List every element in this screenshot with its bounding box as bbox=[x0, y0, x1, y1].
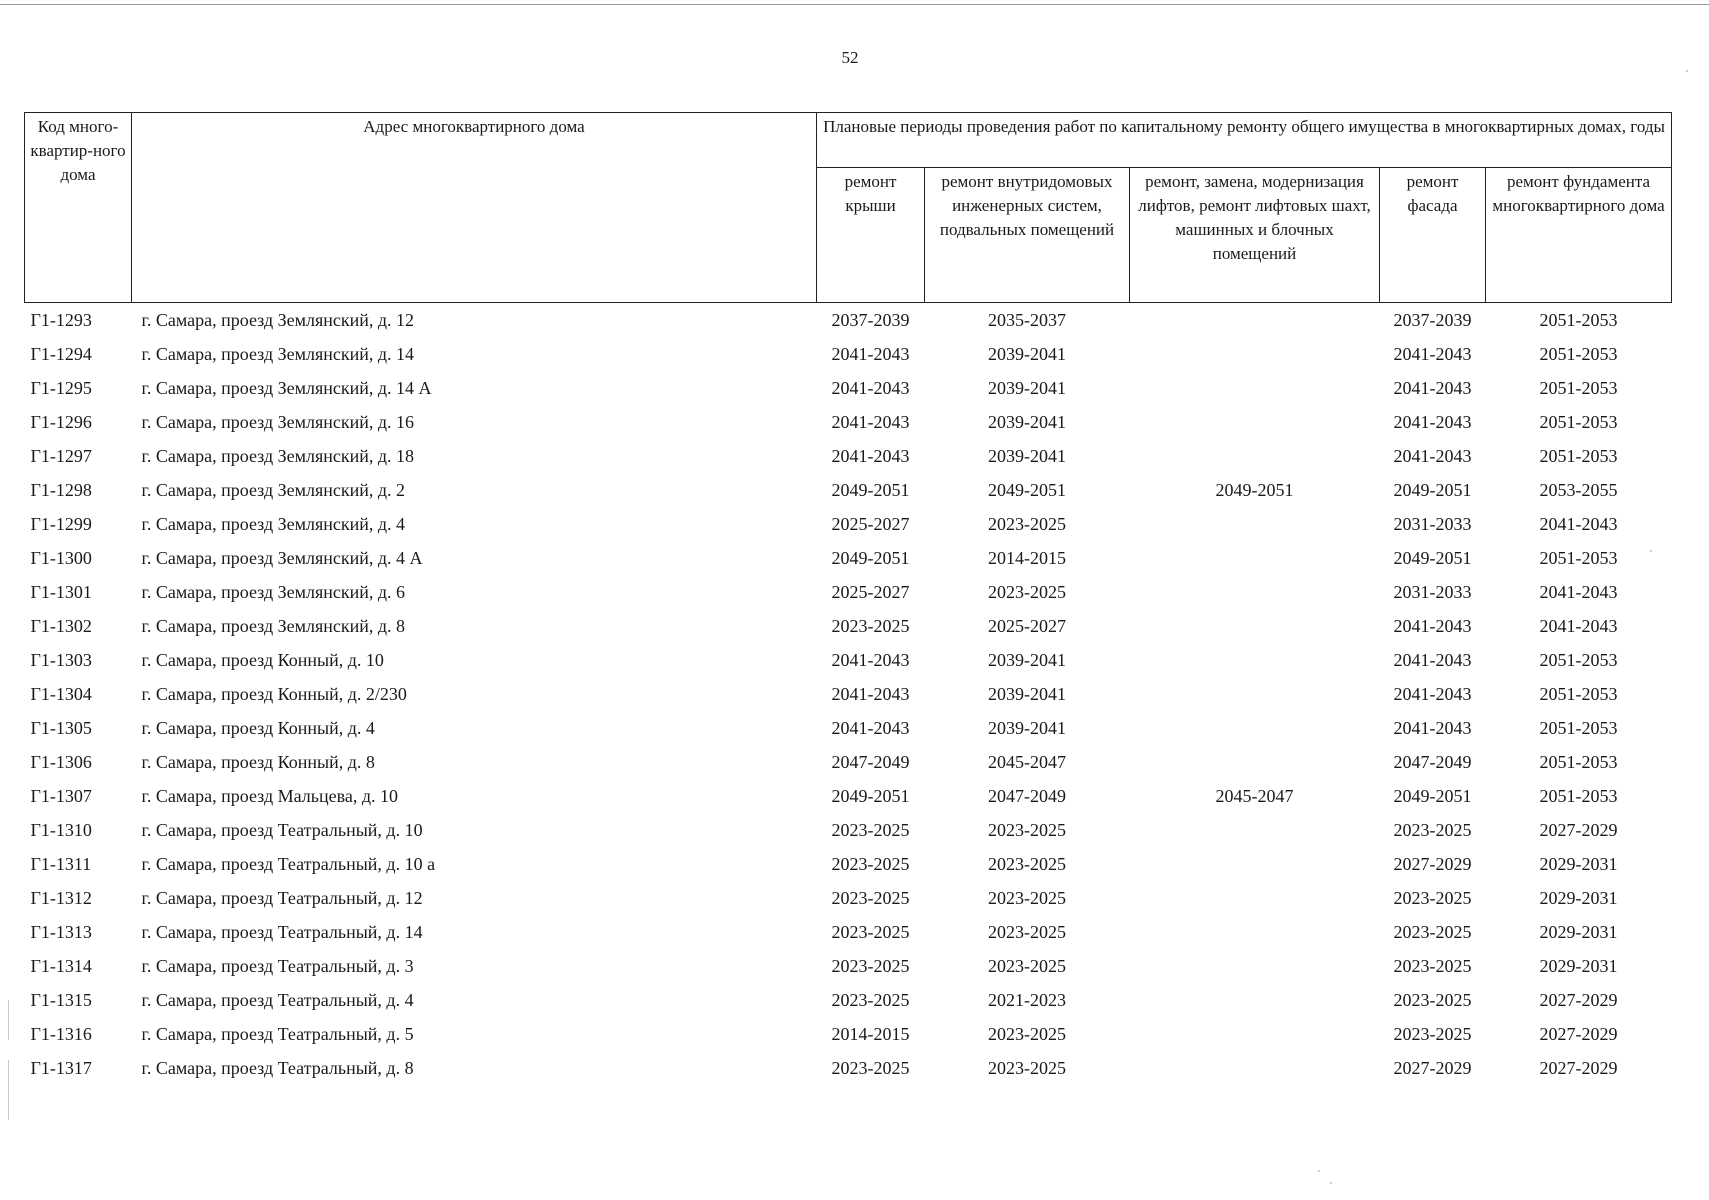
cell-engineering: 2023-2025 bbox=[988, 955, 1066, 976]
cell-facade: 2023-2025 bbox=[1393, 819, 1472, 840]
cell-engineering: 2023-2025 bbox=[988, 887, 1066, 908]
table-row bbox=[25, 779, 1672, 813]
cell-address: г. Самара, проезд Землянский, д. 6 bbox=[141, 581, 406, 602]
scan-top-edge bbox=[0, 4, 1709, 5]
cell-engineering: 2023-2025 bbox=[988, 853, 1066, 874]
cell-lifts bbox=[1130, 303, 1380, 338]
cell-facade: 2027-2029 bbox=[1393, 1057, 1472, 1078]
table-row bbox=[25, 915, 1672, 949]
cell-roof: 2041-2043 bbox=[831, 343, 910, 364]
cell-code: Г1-1299 bbox=[30, 513, 92, 534]
scan-speck bbox=[1686, 70, 1688, 72]
scan-speck bbox=[1330, 1182, 1332, 1184]
cell-address: г. Самара, проезд Конный, д. 2/230 bbox=[141, 683, 407, 704]
scan-margin-mark bbox=[8, 1000, 9, 1040]
table-row bbox=[25, 1051, 1672, 1085]
cell-facade: 2041-2043 bbox=[1393, 411, 1472, 432]
cell-address: г. Самара, проезд Театральный, д. 3 bbox=[141, 955, 414, 976]
cell-engineering: 2039-2041 bbox=[988, 683, 1066, 704]
cell-foundation: 2051-2053 bbox=[1539, 785, 1618, 806]
cell-address: г. Самара, проезд Театральный, д. 5 bbox=[141, 1023, 414, 1044]
cell-address: г. Самара, проезд Землянский, д. 2 bbox=[141, 479, 406, 500]
table-row bbox=[25, 643, 1672, 677]
cell-foundation: 2029-2031 bbox=[1539, 921, 1618, 942]
scan-speck bbox=[1318, 1170, 1320, 1172]
cell-foundation: 2051-2053 bbox=[1539, 683, 1618, 704]
cell-facade: 2023-2025 bbox=[1393, 1023, 1472, 1044]
cell-lifts bbox=[1130, 575, 1380, 609]
cell-roof: 2049-2051 bbox=[831, 785, 910, 806]
table-body bbox=[25, 303, 1672, 1086]
table-row bbox=[25, 473, 1672, 507]
table-row bbox=[25, 847, 1672, 881]
cell-address: г. Самара, проезд Театральный, д. 4 bbox=[141, 989, 414, 1010]
cell-roof: 2047-2049 bbox=[831, 751, 910, 772]
cell-address: г. Самара, проезд Землянский, д. 4 А bbox=[141, 547, 423, 568]
cell-code: Г1-1296 bbox=[30, 411, 92, 432]
cell-foundation: 2029-2031 bbox=[1539, 853, 1618, 874]
cell-engineering: 2023-2025 bbox=[988, 1057, 1066, 1078]
table-row bbox=[25, 575, 1672, 609]
capital-repair-table bbox=[24, 112, 1672, 1085]
cell-code: Г1-1304 bbox=[30, 683, 92, 704]
table-row bbox=[25, 609, 1672, 643]
cell-foundation: 2027-2029 bbox=[1539, 1023, 1618, 1044]
cell-lifts bbox=[1130, 337, 1380, 371]
table-row bbox=[25, 881, 1672, 915]
table-row bbox=[25, 337, 1672, 371]
cell-roof: 2041-2043 bbox=[831, 377, 910, 398]
table-row bbox=[25, 1017, 1672, 1051]
cell-lifts bbox=[1130, 405, 1380, 439]
cell-foundation: 2051-2053 bbox=[1539, 717, 1618, 738]
cell-facade: 2041-2043 bbox=[1393, 717, 1472, 738]
cell-code: Г1-1311 bbox=[30, 853, 92, 874]
cell-facade: 2037-2039 bbox=[1393, 309, 1472, 330]
cell-foundation: 2027-2029 bbox=[1539, 819, 1618, 840]
cell-address: г. Самара, проезд Театральный, д. 10 а bbox=[141, 853, 436, 874]
cell-code: Г1-1312 bbox=[30, 887, 92, 908]
cell-foundation: 2051-2053 bbox=[1539, 343, 1618, 364]
cell-code: Г1-1317 bbox=[30, 1057, 92, 1078]
cell-facade: 2023-2025 bbox=[1393, 887, 1472, 908]
table-row bbox=[25, 711, 1672, 745]
cell-engineering: 2014-2015 bbox=[988, 547, 1066, 568]
cell-foundation: 2027-2029 bbox=[1539, 1057, 1618, 1078]
cell-lifts bbox=[1130, 1017, 1380, 1051]
cell-foundation: 2053-2055 bbox=[1539, 479, 1618, 500]
cell-foundation: 2029-2031 bbox=[1539, 955, 1618, 976]
cell-facade: 2023-2025 bbox=[1393, 989, 1472, 1010]
cell-engineering: 2047-2049 bbox=[988, 785, 1066, 806]
cell-roof: 2023-2025 bbox=[831, 853, 910, 874]
cell-engineering: 2023-2025 bbox=[988, 581, 1066, 602]
table-row bbox=[25, 983, 1672, 1017]
cell-facade: 2049-2051 bbox=[1393, 785, 1472, 806]
cell-roof: 2041-2043 bbox=[831, 717, 910, 738]
cell-code: Г1-1303 bbox=[30, 649, 92, 670]
cell-lifts bbox=[1130, 439, 1380, 473]
cell-roof: 2023-2025 bbox=[831, 887, 910, 908]
cell-foundation: 2029-2031 bbox=[1539, 887, 1618, 908]
table-row bbox=[25, 405, 1672, 439]
cell-lifts bbox=[1130, 643, 1380, 677]
cell-engineering: 2039-2041 bbox=[988, 649, 1066, 670]
header-lifts: ремонт, замена, модернизация лифтов, ремонт лифтовых шахт, машинных и блочных помещений bbox=[1130, 168, 1380, 303]
header-periods: Плановые периоды проведения работ по капитальному ремонту общего имущества в многоквартирных домах, годы bbox=[817, 113, 1672, 168]
cell-engineering: 2023-2025 bbox=[988, 513, 1066, 534]
cell-lifts bbox=[1130, 609, 1380, 643]
cell-lifts bbox=[1130, 677, 1380, 711]
cell-code: Г1-1294 bbox=[30, 343, 92, 364]
cell-foundation: 2041-2043 bbox=[1539, 615, 1618, 636]
header-facade: ремонт фасада bbox=[1380, 168, 1486, 303]
cell-code: Г1-1300 bbox=[30, 547, 92, 568]
cell-address: г. Самара, проезд Землянский, д. 16 bbox=[141, 411, 415, 432]
cell-engineering: 2039-2041 bbox=[988, 445, 1066, 466]
cell-code: Г1-1315 bbox=[30, 989, 92, 1010]
cell-facade: 2023-2025 bbox=[1393, 955, 1472, 976]
cell-lifts bbox=[1130, 711, 1380, 745]
cell-lifts bbox=[1130, 881, 1380, 915]
cell-roof: 2023-2025 bbox=[831, 989, 910, 1010]
cell-code: Г1-1295 bbox=[30, 377, 92, 398]
table-row bbox=[25, 371, 1672, 405]
cell-roof: 2025-2027 bbox=[831, 513, 910, 534]
cell-engineering: 2023-2025 bbox=[988, 1023, 1066, 1044]
cell-engineering: 2021-2023 bbox=[988, 989, 1066, 1010]
cell-facade: 2049-2051 bbox=[1393, 479, 1472, 500]
cell-address: г. Самара, проезд Мальцева, д. 10 bbox=[141, 785, 398, 806]
cell-foundation: 2051-2053 bbox=[1539, 649, 1618, 670]
cell-address: г. Самара, проезд Конный, д. 10 bbox=[141, 649, 384, 670]
cell-foundation: 2051-2053 bbox=[1539, 411, 1618, 432]
cell-address: г. Самара, проезд Землянский, д. 14 А bbox=[141, 377, 432, 398]
cell-code: Г1-1307 bbox=[30, 785, 92, 806]
cell-address: г. Самара, проезд Конный, д. 8 bbox=[141, 751, 375, 772]
cell-foundation: 2041-2043 bbox=[1539, 581, 1618, 602]
cell-code: Г1-1316 bbox=[30, 1023, 92, 1044]
cell-engineering: 2025-2027 bbox=[988, 615, 1066, 636]
cell-roof: 2037-2039 bbox=[831, 309, 910, 330]
cell-code: Г1-1293 bbox=[30, 309, 92, 330]
cell-roof: 2023-2025 bbox=[831, 921, 910, 942]
scan-speck bbox=[1650, 550, 1652, 552]
cell-lifts bbox=[1130, 949, 1380, 983]
cell-engineering: 2045-2047 bbox=[988, 751, 1066, 772]
cell-roof: 2023-2025 bbox=[831, 819, 910, 840]
cell-facade: 2047-2049 bbox=[1393, 751, 1472, 772]
cell-lifts bbox=[1130, 507, 1380, 541]
cell-facade: 2041-2043 bbox=[1393, 649, 1472, 670]
cell-facade: 2041-2043 bbox=[1393, 615, 1472, 636]
cell-code: Г1-1297 bbox=[30, 445, 92, 466]
table-row bbox=[25, 541, 1672, 575]
table-row bbox=[25, 949, 1672, 983]
cell-roof: 2014-2015 bbox=[831, 1023, 910, 1044]
cell-roof: 2041-2043 bbox=[831, 683, 910, 704]
header-foundation: ремонт фундамента многоквартирного дома bbox=[1486, 168, 1672, 303]
cell-roof: 2041-2043 bbox=[831, 411, 910, 432]
cell-address: г. Самара, проезд Землянский, д. 12 bbox=[141, 309, 415, 330]
cell-roof: 2023-2025 bbox=[831, 615, 910, 636]
cell-roof: 2023-2025 bbox=[831, 1057, 910, 1078]
table-row bbox=[25, 439, 1672, 473]
header-roof: ремонт крыши bbox=[817, 168, 925, 303]
cell-engineering: 2035-2037 bbox=[988, 309, 1066, 330]
cell-facade: 2041-2043 bbox=[1393, 683, 1472, 704]
cell-lifts: 2045-2047 bbox=[1215, 785, 1294, 806]
cell-address: г. Самара, проезд Театральный, д. 8 bbox=[141, 1057, 414, 1078]
cell-foundation: 2051-2053 bbox=[1539, 445, 1618, 466]
cell-facade: 2041-2043 bbox=[1393, 377, 1472, 398]
cell-code: Г1-1306 bbox=[30, 751, 92, 772]
scan-margin-mark bbox=[8, 1060, 9, 1120]
cell-lifts bbox=[1130, 371, 1380, 405]
cell-facade: 2031-2033 bbox=[1393, 513, 1472, 534]
cell-engineering: 2023-2025 bbox=[988, 921, 1066, 942]
cell-address: г. Самара, проезд Землянский, д. 8 bbox=[141, 615, 406, 636]
cell-address: г. Самара, проезд Землянский, д. 4 bbox=[141, 513, 406, 534]
cell-roof: 2025-2027 bbox=[831, 581, 910, 602]
cell-lifts bbox=[1130, 745, 1380, 779]
cell-code: Г1-1314 bbox=[30, 955, 92, 976]
cell-engineering: 2039-2041 bbox=[988, 377, 1066, 398]
cell-foundation: 2051-2053 bbox=[1539, 377, 1618, 398]
header-engineering: ремонт внутридомовых инженерных систем, подвальных помещений bbox=[925, 168, 1130, 303]
cell-roof: 2041-2043 bbox=[831, 649, 910, 670]
cell-address: г. Самара, проезд Конный, д. 4 bbox=[141, 717, 375, 738]
cell-lifts bbox=[1130, 1051, 1380, 1085]
cell-code: Г1-1298 bbox=[30, 479, 92, 500]
cell-lifts bbox=[1130, 915, 1380, 949]
cell-lifts bbox=[1130, 983, 1380, 1017]
table-header bbox=[25, 113, 1672, 303]
cell-code: Г1-1310 bbox=[30, 819, 92, 840]
table-row bbox=[25, 745, 1672, 779]
cell-engineering: 2049-2051 bbox=[988, 479, 1066, 500]
cell-roof: 2023-2025 bbox=[831, 955, 910, 976]
cell-roof: 2049-2051 bbox=[831, 547, 910, 568]
cell-address: г. Самара, проезд Театральный, д. 10 bbox=[141, 819, 423, 840]
cell-foundation: 2051-2053 bbox=[1539, 309, 1618, 330]
table-row bbox=[25, 507, 1672, 541]
cell-engineering: 2039-2041 bbox=[988, 411, 1066, 432]
cell-foundation: 2051-2053 bbox=[1539, 751, 1618, 772]
cell-code: Г1-1302 bbox=[30, 615, 92, 636]
cell-facade: 2041-2043 bbox=[1393, 343, 1472, 364]
page-number: 52 bbox=[841, 48, 859, 67]
cell-code: Г1-1301 bbox=[30, 581, 92, 602]
cell-facade: 2023-2025 bbox=[1393, 921, 1472, 942]
cell-address: г. Самара, проезд Театральный, д. 14 bbox=[141, 921, 423, 942]
cell-lifts bbox=[1130, 847, 1380, 881]
table-row bbox=[25, 813, 1672, 847]
cell-facade: 2027-2029 bbox=[1393, 853, 1472, 874]
cell-code: Г1-1313 bbox=[30, 921, 92, 942]
cell-facade: 2031-2033 bbox=[1393, 581, 1472, 602]
header-code: Код много-квартир-ного дома bbox=[25, 113, 132, 303]
header-address: Адрес многоквартирного дома bbox=[132, 113, 817, 303]
cell-code: Г1-1305 bbox=[30, 717, 92, 738]
cell-address: г. Самара, проезд Землянский, д. 14 bbox=[141, 343, 415, 364]
table-row bbox=[25, 303, 1672, 338]
cell-facade: 2049-2051 bbox=[1393, 547, 1472, 568]
cell-lifts: 2049-2051 bbox=[1215, 479, 1294, 500]
table-row bbox=[25, 677, 1672, 711]
cell-roof: 2041-2043 bbox=[831, 445, 910, 466]
cell-engineering: 2039-2041 bbox=[988, 717, 1066, 738]
cell-engineering: 2023-2025 bbox=[988, 819, 1066, 840]
cell-foundation: 2041-2043 bbox=[1539, 513, 1618, 534]
cell-engineering: 2039-2041 bbox=[988, 343, 1066, 364]
cell-lifts bbox=[1130, 813, 1380, 847]
cell-address: г. Самара, проезд Театральный, д. 12 bbox=[141, 887, 423, 908]
cell-foundation: 2027-2029 bbox=[1539, 989, 1618, 1010]
cell-foundation: 2051-2053 bbox=[1539, 547, 1618, 568]
cell-lifts bbox=[1130, 541, 1380, 575]
cell-address: г. Самара, проезд Землянский, д. 18 bbox=[141, 445, 415, 466]
cell-roof: 2049-2051 bbox=[831, 479, 910, 500]
cell-facade: 2041-2043 bbox=[1393, 445, 1472, 466]
